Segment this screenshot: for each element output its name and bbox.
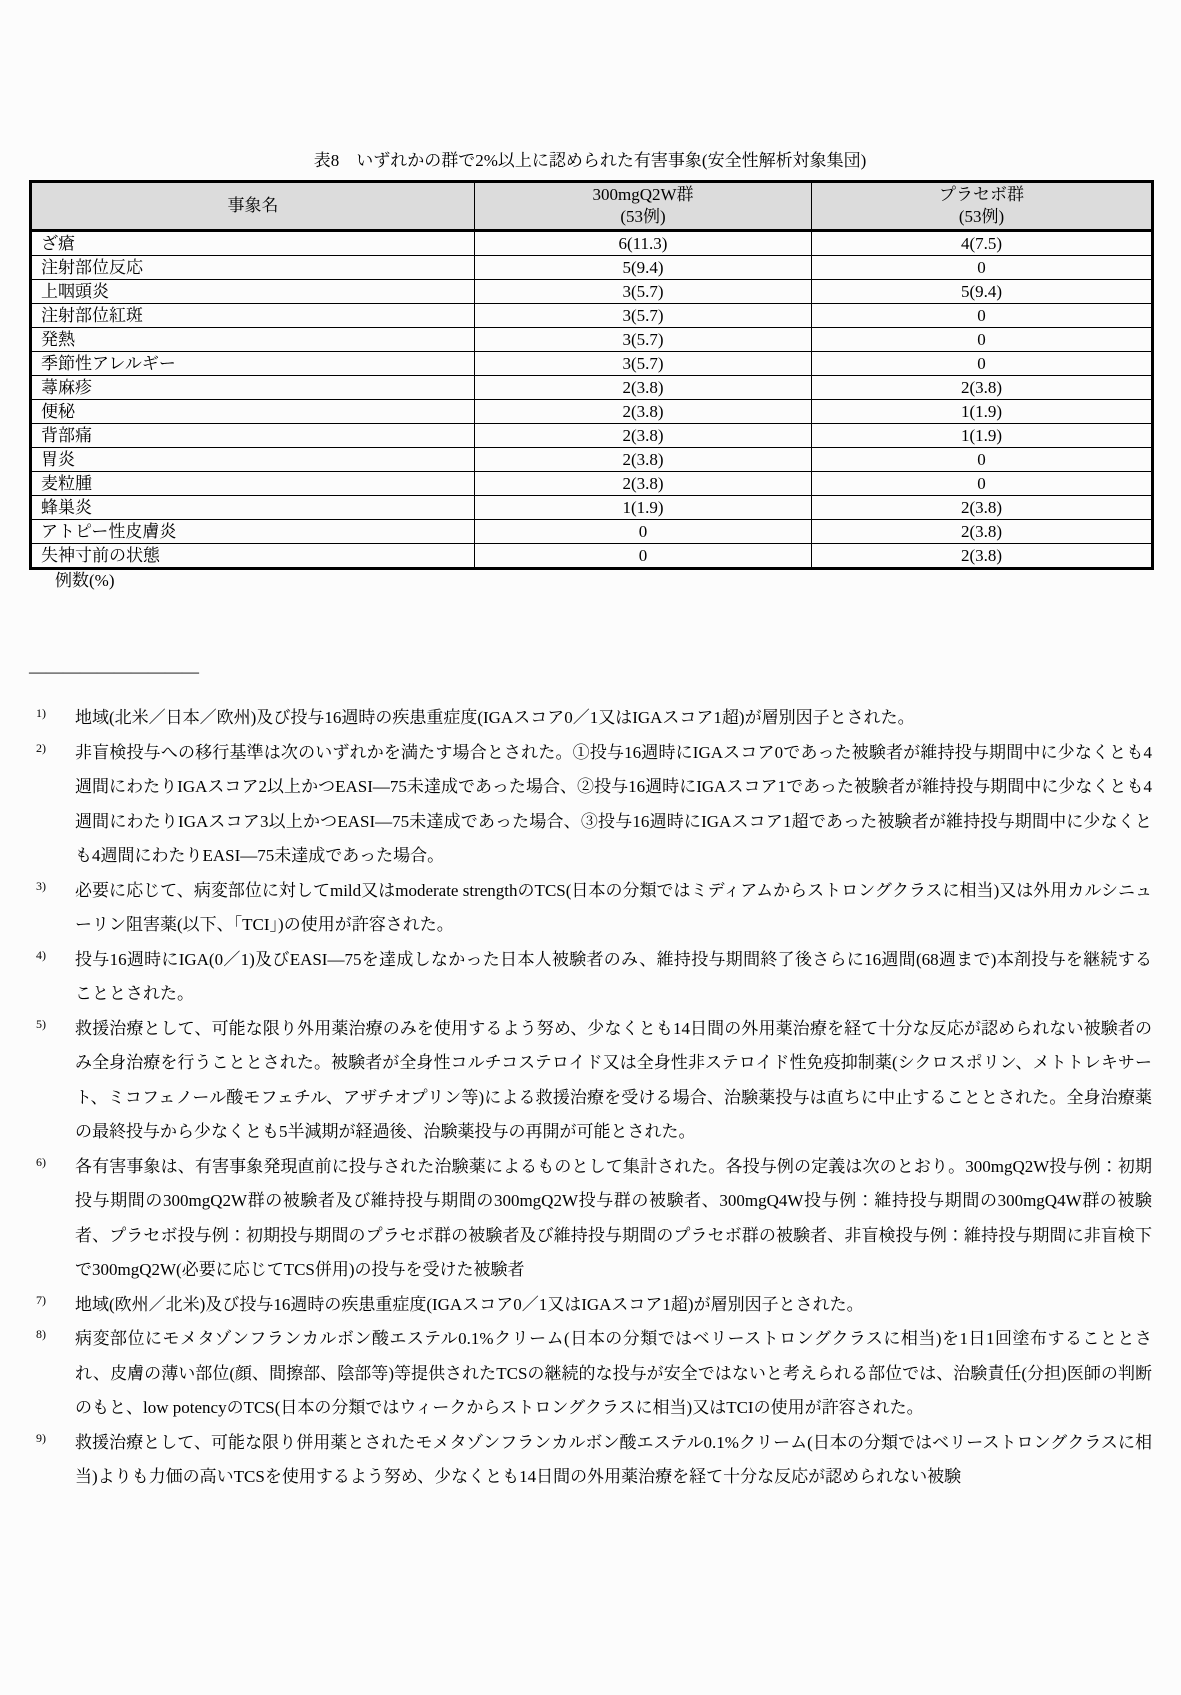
q2w-value-cell: 6(11.3)	[475, 231, 812, 256]
footnotes-section	[29, 701, 1152, 1495]
placebo-value-cell: 5(9.4)	[812, 280, 1153, 304]
event-name-cell: 上咽頭炎	[31, 280, 475, 304]
table-title: 表8 いずれかの群で2%以上に認められた有害事象(安全性解析対象集団)	[313, 151, 867, 170]
placebo-value-cell: 0	[812, 328, 1153, 352]
placebo-value-cell: 1(1.9)	[812, 424, 1153, 448]
event-name-cell: 蜂巣炎	[31, 496, 475, 520]
event-name-cell: 麦粒腫	[31, 472, 475, 496]
event-name-cell: 便秘	[31, 400, 475, 424]
table-row	[31, 352, 1153, 376]
footnote-marker: 7)	[36, 1292, 46, 1307]
col-header-placebo	[812, 182, 1153, 231]
placebo-value-cell: 4(7.5)	[812, 231, 1153, 256]
q2w-value-cell: 2(3.8)	[475, 448, 812, 472]
table-row	[31, 376, 1153, 400]
footnote-marker: 9)	[36, 1430, 46, 1445]
table-row	[31, 304, 1153, 328]
table-row	[31, 544, 1153, 569]
footnote-marker: 3)	[36, 878, 46, 893]
q2w-value-cell: 2(3.8)	[475, 400, 812, 424]
footnote-marker: 6)	[36, 1154, 46, 1169]
placebo-value-cell: 0	[812, 448, 1153, 472]
count-unit-note: 例数(%)	[55, 571, 115, 590]
table-row	[31, 231, 1153, 256]
footnote-text: 地域(北米／日本／欧州)及び投与16週時の疾患重症度(IGAスコア0／1又はIGAスコア1超)が層別因子とされた。	[75, 708, 915, 727]
footnote-1	[29, 701, 1152, 736]
footnote-marker: 8)	[36, 1327, 46, 1341]
col-header-300mgq2w	[475, 182, 812, 231]
table-row	[31, 280, 1153, 304]
table-row	[31, 256, 1153, 280]
footnote-marker: 5)	[36, 1016, 46, 1031]
q2w-value-cell: 2(3.8)	[475, 424, 812, 448]
footnote-text: 非盲検投与への移行基準は次のいずれかを満たす場合とされた。①投与16週時にIGAスコア0であった被験者が維持投与期間中に少なくとも4週間にわたりIGAスコア2以上かつEASI—75未達成であった場合、②投与16週時にIGAスコア1であった被験者が維持投与期間中に少なくとも4週間にわたりIGAスコア3以上かつEASI—75未達成であった場合、③投与16週時にIGAスコア1超であった被験者が維持投与期間中に少なくとも4週間にわたりEASI—75未達成であった場合。	[75, 742, 1152, 865]
table-row	[31, 472, 1153, 496]
footnote-text: 病変部位にモメタゾンフランカルボン酸エステル0.1%クリーム(日本の分類ではベリーストロングクラスに相当)を1日1回塗布することとされ、皮膚の薄い部位(顔、間擦部、陰部等)等提供されたTCSの継続的な投与が安全ではないと考えられる部位では、治験責任(分担)医師の判断のもと、low potencyのTCS(日本の分類ではウィークからストロングクラスに相当)又はTCIの使用が許容された。	[75, 1329, 1152, 1417]
footnote-marker: 2)	[36, 740, 46, 755]
col-header-placebo-line1: プラセボ群	[939, 185, 1024, 204]
col-header-300mgq2w-line1: 300mgQ2W群	[592, 185, 694, 204]
event-name-cell: 季節性アレルギー	[31, 352, 475, 376]
q2w-value-cell: 3(5.7)	[475, 280, 812, 304]
event-name-cell: 背部痛	[31, 424, 475, 448]
footnote-7	[29, 1288, 1152, 1323]
q2w-value-cell: 1(1.9)	[475, 496, 812, 520]
table-row	[31, 448, 1153, 472]
table-row	[31, 496, 1153, 520]
footnote-text: 各有害事象は、有害事象発現直前に投与された治験薬によるものとして集計された。各投与例の定義は次のとおり。300mgQ2W投与例：初期投与期間の300mgQ2W群の被験者及び維持投与期間の300mgQ2W投与群の被験者、300mgQ4W投与例：維持投与期間の300mgQ4W群の被験者、プラセボ投与例：初期投与期間のプラセボ群の被験者及び維持投与期間のプラセボ群の被験者、非盲検投与例：維持投与期間に非盲検下で300mgQ2W(必要に応じてTCS併用)の投与を受けた被験者	[75, 1156, 1152, 1279]
footnote-2	[29, 736, 1152, 874]
event-name-cell: 発熱	[31, 328, 475, 352]
table-row	[31, 520, 1153, 544]
footnote-6	[29, 1150, 1152, 1288]
placebo-value-cell: 0	[812, 472, 1153, 496]
event-name-cell: 失神寸前の状態	[31, 544, 475, 569]
footnote-5	[29, 1012, 1152, 1150]
event-name-cell: 注射部位紅斑	[31, 304, 475, 328]
q2w-value-cell: 0	[475, 544, 812, 569]
event-name-cell: ざ瘡	[31, 231, 475, 256]
q2w-value-cell: 3(5.7)	[475, 328, 812, 352]
footnote-text: 地域(欧州／北米)及び投与16週時の疾患重症度(IGAスコア0／1又はIGAスコア1超)が層別因子とされた。	[75, 1294, 864, 1314]
footnote-text: 投与16週時にIGA(0／1)及びEASI—75を達成しなかった日本人被験者のみ、維持投与期間終了後さらに16週間(68週まで)本剤投与を継続することとされた。	[75, 949, 1152, 1003]
footnote-text: 必要に応じて、病変部位に対してmild又はmoderate strengthのTCS(日本の分類ではミディアムからストロングクラスに相当)又は外用カルシニューリン阻害薬(以下、「TCI」)の使用が許容された。	[75, 880, 1152, 934]
placebo-value-cell: 2(3.8)	[812, 496, 1153, 520]
q2w-value-cell: 3(5.7)	[475, 304, 812, 328]
placebo-value-cell: 2(3.8)	[812, 376, 1153, 400]
q2w-value-cell: 2(3.8)	[475, 376, 812, 400]
footnote-9	[29, 1426, 1152, 1495]
placebo-value-cell: 2(3.8)	[812, 544, 1153, 569]
placebo-value-cell: 1(1.9)	[812, 400, 1153, 424]
col-header-placebo-line2: (53例)	[958, 207, 1005, 226]
event-name-cell: 胃炎	[31, 448, 475, 472]
table-row	[31, 400, 1153, 424]
event-name-cell: 蕁麻疹	[31, 376, 475, 400]
event-name-cell: 注射部位反応	[31, 256, 475, 280]
table-row	[31, 424, 1153, 448]
footnote-text: 救援治療として、可能な限り外用薬治療のみを使用するよう努め、少なくとも14日間の外用薬治療を経て十分な反応が認められない被験者のみ全身治療を行うこととされた。被験者が全身性コルチコステロイド又は全身性非ステロイド性免疫抑制薬(シクロスポリン、メトトレキサート、ミコフェノール酸モフェチル、アザチオプリン等)による救援治療を受ける場合、治験薬投与は直ちに中止することとされた。全身治療薬の最終投与から少なくとも5半減期が経過後、治験薬投与の再開が可能とされた。	[75, 1018, 1152, 1141]
col-header-300mgq2w-line2: (53例)	[620, 207, 666, 226]
placebo-value-cell: 2(3.8)	[812, 520, 1153, 544]
footnote-4	[29, 943, 1152, 1012]
col-header-event-name: 事象名	[31, 182, 475, 231]
footnote-8	[29, 1322, 1152, 1426]
q2w-value-cell: 3(5.7)	[475, 352, 812, 376]
footnote-marker: 1)	[36, 706, 46, 720]
placebo-value-cell: 0	[812, 304, 1153, 328]
footnote-3	[29, 874, 1152, 943]
table-row	[31, 328, 1153, 352]
footnote-marker: 4)	[36, 947, 46, 962]
q2w-value-cell: 0	[475, 520, 812, 544]
footnote-separator: ――――――――――	[29, 662, 199, 681]
placebo-value-cell: 0	[812, 256, 1153, 280]
q2w-value-cell: 2(3.8)	[475, 472, 812, 496]
q2w-value-cell: 5(9.4)	[475, 256, 812, 280]
footnote-text: 救援治療として、可能な限り併用薬とされたモメタゾンフランカルボン酸エステル0.1%クリーム(日本の分類ではベリーストロングクラスに相当)よりも力価の高いTCSを使用するよう努め、少なくとも14日間の外用薬治療を経て十分な反応が認められない被験	[75, 1432, 1152, 1486]
placebo-value-cell: 0	[812, 352, 1153, 376]
table-header-row	[31, 182, 1153, 231]
event-name-cell: アトピー性皮膚炎	[31, 520, 475, 544]
adverse-events-table	[29, 180, 1154, 570]
